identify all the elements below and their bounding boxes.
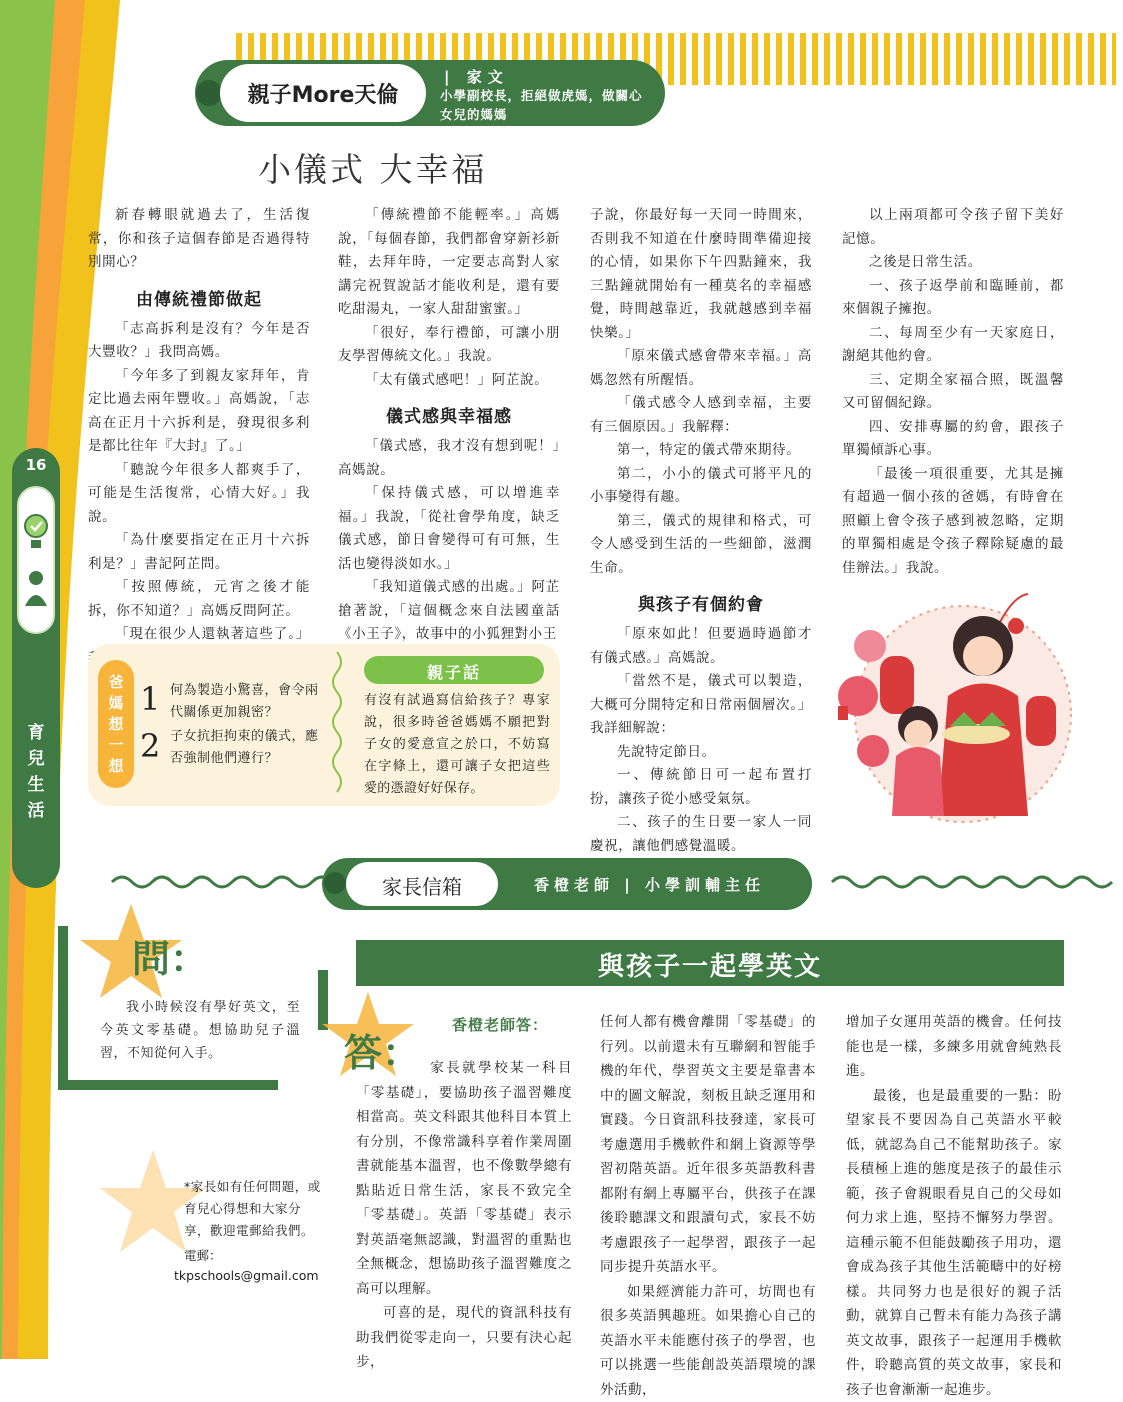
column-banner-dot xyxy=(196,80,222,106)
qa-title: 與孩子一起學英文 xyxy=(597,952,822,982)
question-text: 我小時候沒有學好英文，至今英文零基礎。想協助兒子溫習，不知從何入手。 xyxy=(100,1000,300,1061)
answer-column-3: 增加子女運用英語的機會。任何技能也是一樣，多練多用就會純熟長進。 最後，也是最重要的一點：盼望家長不要因為自己英語水平較低，就認為自己不能幫助孩子。家長積極上進的態度是孩子的最佳示範，孩子會親眼看見自己的父母如何力求上進，堅持不懈努力學習。這種示範不但能鼓勵孩子用功，還會成為孩子其他生活範疇中的好榜樣。共同努力也是很好的親子活動，就算自己暫未有能力為孩子講英文故事，跟孩子一起運用手機軟件，聆聽高質的英文故事，家長和孩子也會漸漸一起進步。 xyxy=(846,1014,1062,1398)
article-column-1: 新春轉眼就過去了，生活復常，你和孩子這個春節是否過得特別開心？ 由傳統禮節做起 「志高拆利是沒有？今年是否大豐收？」我問高媽。 「今年多了到親友家拜年，肯定比過去兩年豐收。」高媽說，「志高在正月十六拆利是，發現很多利是都比往年『大封』了。」 「聽說今年很多人都爽手了，可能是生活復常，心情大好。」我說。 「為什麼要指定在正月十六拆利是？」書記阿芷問。 「按照傳統，元宵之後才能拆，你不知道？」高媽反問阿芷。 「現在很少人還執著這些了。」 xyxy=(88,207,310,642)
think-box-label: 爸媽想一想 xyxy=(108,673,124,775)
talk-box-text: 有沒有試過寫信給孩子？專家說，很多時爸爸媽媽不願把對子女的愛意宣之於口，不妨寫在字條上，還可讓子女把這些愛的憑證好好保存。 xyxy=(364,693,550,796)
mailbox-author: 香橙老師 | 小學訓輔主任 xyxy=(534,876,765,894)
answer-column-1: 家長就學校某一科目「零基礎」，要協助孩子溫習難度相當高。英文科跟其他科目本質上有分別，不像常識科享着作業周圍書就能基本溫習，也不像數學總有點貼近日常生活，家長不致完全「零基礎」。英語「零基礎」表示對英語毫無認識，對溫習的重點也全無概念，想協助孩子溫習難度之高可以理解。 可喜的是，現代的資訊科技有助我們從零走向一，只要有決心起步， xyxy=(356,1060,572,1370)
talk-box-title: 親子話 xyxy=(426,663,481,682)
column-name: 親子More天倫 xyxy=(247,83,399,108)
answer-label: 答： xyxy=(344,1031,421,1075)
wave-divider xyxy=(328,652,346,802)
article-title: 小儀式 大幸福 xyxy=(258,150,488,189)
question-number-2: 2 xyxy=(140,727,161,765)
subheading: 由傳統禮節做起 xyxy=(136,289,262,310)
email-address: tkpschools@gmail.com xyxy=(174,1268,319,1283)
question-label: 問： xyxy=(132,937,209,981)
email-label: 電郵： xyxy=(184,1248,222,1263)
side-icon-panel xyxy=(17,486,55,634)
question-frame-bottom xyxy=(58,1080,278,1090)
side-label: 育兒生活 xyxy=(27,723,45,821)
family-illustration xyxy=(818,586,1108,836)
mailbox-column-name: 家長信箱 xyxy=(382,875,462,899)
answer-column-2: 任何人都有機會離開「零基礎」的行列。以前還未有互聯網和智能手機的年代，學習英文主要是靠書本中的圖文解說，刻板且缺乏運用和實踐。今日資訊科技發達，家長可考慮選用手機軟件和網上資源等學習初階英語。近年很多英語教科書都附有網上專屬平台，供孩子在課後聆聽課文和跟讀句式，家長不妨考慮跟孩子一起學習，跟孩子一起同步提升英語水平。 如果經濟能力許可，坊間也有很多英語興趣班。如果擔心自己的英語水平未能應付孩子的學習，也可以挑選一些能創設英語環境的課外活動， xyxy=(600,1014,816,1398)
page-number: 16 xyxy=(25,456,47,474)
article-column-2: 「傳統禮節不能輕率。」高媽說，「每個春節，我們都會穿新衫新鞋，去拜年時，一定要志高對人家講完祝賀說話才能收利是，還有要吃甜湯丸，一家人甜甜蜜蜜。」 「很好，奉行禮節，可讓小朋友學習傳統文化。」我說。 「太有儀式感吧！」阿芷說。 儀式感與幸福感 「儀式感，我才沒有想到呢！」高媽說。 「保持儀式感，可以增進幸福。」我說，「從社會學角度，缺乏儀式感，節日會變得可有可無，生活也變得淡如水。」 「我知道儀式感的出處。」阿芷搶著說，「這個概念來自法國童話《小王子》，故事中的小狐狸對小王 xyxy=(338,207,560,642)
lightbulb-person-icon xyxy=(19,488,53,628)
question-frame-left xyxy=(58,926,68,1086)
article-column-3: 子說，你最好每一天同一時間來，否則我不知道在什麼時間準備迎接的心情，如果你下午四點鐘來，我三點鐘就開始有一種莫名的幸福感覺，時間越靠近，我就越感到幸福快樂。」 「原來儀式感會帶來幸福。」高媽忽然有所醒悟。 「儀式感令人感到幸福，主要有三個原因。」我解釋： 第一，特定的儀式帶來期待。 第二，小小的儀式可將平凡的小事變得有趣。 第三，儀式的規律和格式，可令人感受到生活的一些細節，滋潤生命。 與孩子有個約會 「原來如此！但要過時過節才有儀式感。」高媽說。 「當然不是，儀式可以製造，大概可分開特定和日常兩個層次。」我詳細解說： 先說特定節日。 一、傳統節日可一起布置打扮，讓孩子從小感受氣氛。 二、孩子的生日要一家人一同慶祝，讓他們感覺溫暖。 xyxy=(590,207,812,854)
answer-by: 香橙老師答： xyxy=(452,1016,549,1034)
question-number-1: 1 xyxy=(140,680,161,718)
subheading: 儀式感與幸福感 xyxy=(386,407,512,427)
author-name: | 家文 xyxy=(444,68,509,86)
think-question-2: 子女抗拒拘束的儀式，應否強制他們遵行？ xyxy=(170,729,319,766)
think-question-1: 何為製造小驚喜，會令兩代關係更加親密？ xyxy=(170,683,319,720)
subheading: 與孩子有個約會 xyxy=(638,595,764,615)
mailbox-banner-dot xyxy=(324,872,346,894)
contact-note: *家長如有任何問題，或育兒心得想和大家分享，歡迎電郵給我們。 xyxy=(184,1179,321,1238)
article-column-4: 以上兩項都可令孩子留下美好記憶。 之後是日常生活。 一、孩子返學前和臨睡前，都來個親子擁抱。 二、每周至少有一天家庭日，謝絕其他約會。 三、定期全家福合照，既溫馨又可留個紀錄。 四、安排專屬的約會，跟孩子單獨傾訴心事。 「最後一項很重要，尤其是擁有超過一個小孩的爸媽，有時會在照顧上會令孩子感到被忽略，定期的單獨相處是令孩子釋除疑慮的最佳辦法。」我說。 xyxy=(842,207,1064,576)
author-bio: 小學副校長，拒絕做虎媽，做關心女兒的媽媽 xyxy=(440,88,643,122)
